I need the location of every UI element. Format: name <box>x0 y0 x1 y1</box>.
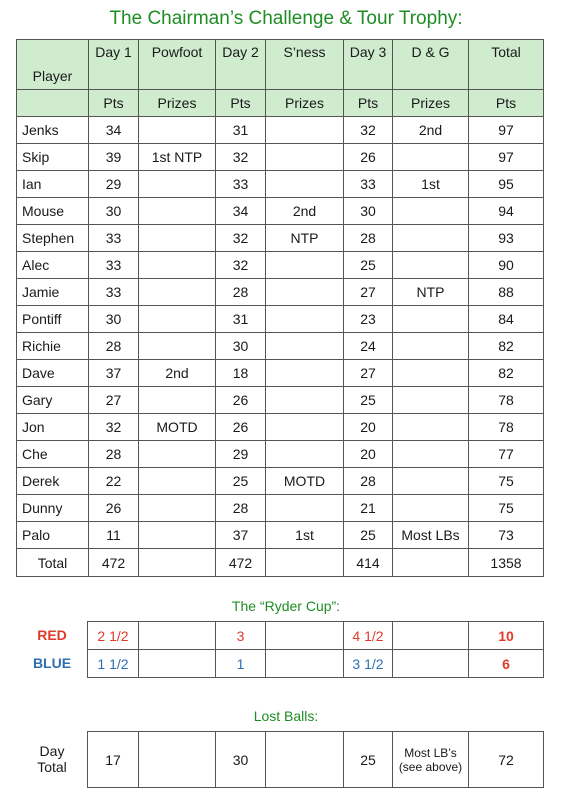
subheader-day1: Pts <box>89 90 139 117</box>
table-row <box>17 333 544 360</box>
cell-day2: 32 <box>216 225 266 252</box>
table-row <box>17 414 544 441</box>
lost-balls-label-line2: Total <box>37 759 67 775</box>
cell-day3: 27 <box>344 360 393 387</box>
cell-dg: NTP <box>393 279 469 306</box>
table-row <box>17 279 544 306</box>
red-score-cell <box>139 622 216 650</box>
cell-day2: 25 <box>216 468 266 495</box>
table-row <box>17 252 544 279</box>
cell-player: Mouse <box>17 198 89 225</box>
table-row <box>17 306 544 333</box>
cell-sness <box>266 333 344 360</box>
cell-player: Alec <box>17 252 89 279</box>
total-player: Total <box>17 549 89 577</box>
table-row <box>17 171 544 198</box>
cell-day1: 30 <box>89 306 139 333</box>
cell-day3: 24 <box>344 333 393 360</box>
cell-powfoot <box>139 198 216 225</box>
cell-day2: 26 <box>216 387 266 414</box>
total-sness <box>266 549 344 577</box>
subheader-player <box>17 90 89 117</box>
cell-day3: 25 <box>344 522 393 549</box>
cell-player: Dave <box>17 360 89 387</box>
red-team-label: RED <box>37 627 67 643</box>
cell-player: Gary <box>17 387 89 414</box>
lost-balls-cell: 72 <box>469 732 544 788</box>
cell-day2: 28 <box>216 279 266 306</box>
cell-dg: 1st <box>393 171 469 198</box>
cell-player: Stephen <box>17 225 89 252</box>
blue-score-cell <box>139 650 216 678</box>
cell-day2: 31 <box>216 306 266 333</box>
cell-sness: 1st <box>266 522 344 549</box>
red-score-cell: 4 1/2 <box>344 622 393 650</box>
lost-balls-cell: 30 <box>216 732 266 788</box>
cell-sness <box>266 360 344 387</box>
total-day2: 472 <box>216 549 266 577</box>
blue-score-cell: 1 <box>216 650 266 678</box>
subheader-total: Pts <box>469 90 544 117</box>
cell-day3: 26 <box>344 144 393 171</box>
cell-day3: 33 <box>344 171 393 198</box>
page-title: The Chairman’s Challenge & Tour Trophy: <box>109 8 463 29</box>
cell-day1: 33 <box>89 252 139 279</box>
cell-dg <box>393 144 469 171</box>
cell-powfoot: 1st NTP <box>139 144 216 171</box>
cell-day1: 33 <box>89 279 139 306</box>
table-row <box>17 495 544 522</box>
cell-dg <box>393 333 469 360</box>
cell-player: Richie <box>17 333 89 360</box>
cell-total: 95 <box>469 171 544 198</box>
subheader-sness: Prizes <box>266 90 344 117</box>
cell-day2: 32 <box>216 252 266 279</box>
cell-total: 82 <box>469 333 544 360</box>
header-sness: S’ness <box>266 40 344 90</box>
cell-day3: 27 <box>344 279 393 306</box>
total-powfoot <box>139 549 216 577</box>
cell-dg: Most LBs <box>393 522 469 549</box>
ryder-cup-table <box>87 621 544 678</box>
cell-powfoot <box>139 441 216 468</box>
cell-player: Dunny <box>17 495 89 522</box>
cell-day3: 21 <box>344 495 393 522</box>
table-row <box>17 198 544 225</box>
header-total: Total <box>469 40 544 90</box>
cell-player: Ian <box>17 171 89 198</box>
cell-sness <box>266 252 344 279</box>
cell-total: 93 <box>469 225 544 252</box>
cell-dg <box>393 306 469 333</box>
cell-day1: 32 <box>89 414 139 441</box>
cell-sness <box>266 441 344 468</box>
cell-powfoot <box>139 225 216 252</box>
header-day2: Day 2 <box>216 40 266 90</box>
lost-balls-row-label <box>24 743 80 775</box>
cell-powfoot <box>139 306 216 333</box>
cell-total: 78 <box>469 414 544 441</box>
blue-score-cell <box>266 650 344 678</box>
cell-dg <box>393 414 469 441</box>
header-player: Player <box>17 40 89 90</box>
cell-dg <box>393 360 469 387</box>
subheader-day3: Pts <box>344 90 393 117</box>
cell-day1: 28 <box>89 441 139 468</box>
table-row <box>17 441 544 468</box>
total-row <box>17 549 544 577</box>
cell-powfoot <box>139 171 216 198</box>
cell-total: 82 <box>469 360 544 387</box>
cell-day3: 25 <box>344 252 393 279</box>
cell-sness <box>266 279 344 306</box>
cell-total: 77 <box>469 441 544 468</box>
cell-total: 73 <box>469 522 544 549</box>
red-score-cell: 3 <box>216 622 266 650</box>
cell-sness: NTP <box>266 225 344 252</box>
table-row <box>17 117 544 144</box>
header-powfoot: Powfoot <box>139 40 216 90</box>
cell-total: 75 <box>469 495 544 522</box>
cell-day3: 25 <box>344 387 393 414</box>
cell-day1: 11 <box>89 522 139 549</box>
subheader-dg: Prizes <box>393 90 469 117</box>
cell-powfoot: MOTD <box>139 414 216 441</box>
cell-day3: 28 <box>344 468 393 495</box>
blue-team-row <box>88 650 544 678</box>
cell-dg: 2nd <box>393 117 469 144</box>
cell-day2: 32 <box>216 144 266 171</box>
subheader-day2: Pts <box>216 90 266 117</box>
lost-balls-cell <box>266 732 344 788</box>
cell-day2: 34 <box>216 198 266 225</box>
cell-total: 97 <box>469 117 544 144</box>
total-day1: 472 <box>89 549 139 577</box>
cell-sness <box>266 387 344 414</box>
cell-sness <box>266 306 344 333</box>
cell-day1: 22 <box>89 468 139 495</box>
lost-balls-cell: 25 <box>344 732 393 788</box>
cell-player: Che <box>17 441 89 468</box>
cell-dg <box>393 441 469 468</box>
cell-day2: 26 <box>216 414 266 441</box>
cell-day1: 27 <box>89 387 139 414</box>
table-row <box>17 360 544 387</box>
cell-day1: 33 <box>89 225 139 252</box>
red-score-cell <box>393 622 469 650</box>
table-row <box>17 144 544 171</box>
cell-day2: 28 <box>216 495 266 522</box>
header-row <box>17 40 544 90</box>
cell-sness: 2nd <box>266 198 344 225</box>
cell-powfoot <box>139 117 216 144</box>
cell-total: 94 <box>469 198 544 225</box>
red-score-cell: 10 <box>469 622 544 650</box>
cell-player: Skip <box>17 144 89 171</box>
cell-sness <box>266 144 344 171</box>
cell-total: 88 <box>469 279 544 306</box>
total-dg <box>393 549 469 577</box>
cell-powfoot <box>139 387 216 414</box>
cell-sness <box>266 414 344 441</box>
lost-balls-label-line1: Day <box>39 743 65 759</box>
cell-sness: MOTD <box>266 468 344 495</box>
ryder-cup-title: The “Ryder Cup”: <box>231 598 341 614</box>
cell-day3: 23 <box>344 306 393 333</box>
cell-day1: 26 <box>89 495 139 522</box>
cell-day3: 32 <box>344 117 393 144</box>
lost-balls-table <box>87 731 544 788</box>
header-dg: D & G <box>393 40 469 90</box>
cell-day2: 31 <box>216 117 266 144</box>
cell-day3: 20 <box>344 414 393 441</box>
cell-player: Derek <box>17 468 89 495</box>
table-row <box>17 522 544 549</box>
cell-day2: 33 <box>216 171 266 198</box>
chairmans-challenge-table <box>16 39 544 577</box>
red-team-row <box>88 622 544 650</box>
cell-powfoot <box>139 495 216 522</box>
cell-day1: 34 <box>89 117 139 144</box>
lost-balls-cell <box>139 732 216 788</box>
cell-total: 90 <box>469 252 544 279</box>
cell-sness <box>266 495 344 522</box>
cell-player: Jon <box>17 414 89 441</box>
table-row <box>17 225 544 252</box>
lost-balls-cell: 17 <box>88 732 139 788</box>
cell-day3: 30 <box>344 198 393 225</box>
cell-dg <box>393 225 469 252</box>
cell-dg <box>393 495 469 522</box>
cell-dg <box>393 198 469 225</box>
cell-powfoot <box>139 522 216 549</box>
cell-day1: 39 <box>89 144 139 171</box>
cell-powfoot <box>139 279 216 306</box>
table-row <box>17 468 544 495</box>
cell-total: 78 <box>469 387 544 414</box>
cell-day3: 28 <box>344 225 393 252</box>
red-score-cell <box>266 622 344 650</box>
cell-player: Jenks <box>17 117 89 144</box>
cell-day1: 30 <box>89 198 139 225</box>
blue-score-cell: 3 1/2 <box>344 650 393 678</box>
header-day3: Day 3 <box>344 40 393 90</box>
cell-dg <box>393 387 469 414</box>
cell-day2: 30 <box>216 333 266 360</box>
cell-sness <box>266 117 344 144</box>
cell-dg <box>393 252 469 279</box>
cell-sness <box>266 171 344 198</box>
cell-day2: 29 <box>216 441 266 468</box>
lost-balls-cell: Most LB’s (see above) <box>393 732 469 788</box>
total-day3: 414 <box>344 549 393 577</box>
cell-day2: 37 <box>216 522 266 549</box>
cell-powfoot <box>139 252 216 279</box>
cell-day2: 18 <box>216 360 266 387</box>
cell-player: Pontiff <box>17 306 89 333</box>
table-row <box>17 387 544 414</box>
cell-day1: 37 <box>89 360 139 387</box>
header-day1: Day 1 <box>89 40 139 90</box>
cell-dg <box>393 468 469 495</box>
blue-team-label: BLUE <box>32 655 72 671</box>
subheader-powfoot: Prizes <box>139 90 216 117</box>
subheader-row <box>17 90 544 117</box>
cell-total: 97 <box>469 144 544 171</box>
cell-powfoot: 2nd <box>139 360 216 387</box>
total-total: 1358 <box>469 549 544 577</box>
cell-day3: 20 <box>344 441 393 468</box>
lost-balls-title: Lost Balls: <box>253 708 319 724</box>
red-score-cell: 2 1/2 <box>88 622 139 650</box>
cell-player: Palo <box>17 522 89 549</box>
cell-powfoot <box>139 333 216 360</box>
lost-balls-row <box>88 732 544 788</box>
cell-day1: 29 <box>89 171 139 198</box>
cell-powfoot <box>139 468 216 495</box>
blue-score-cell <box>393 650 469 678</box>
cell-total: 84 <box>469 306 544 333</box>
blue-score-cell: 6 <box>469 650 544 678</box>
cell-day1: 28 <box>89 333 139 360</box>
blue-score-cell: 1 1/2 <box>88 650 139 678</box>
cell-player: Jamie <box>17 279 89 306</box>
cell-total: 75 <box>469 468 544 495</box>
